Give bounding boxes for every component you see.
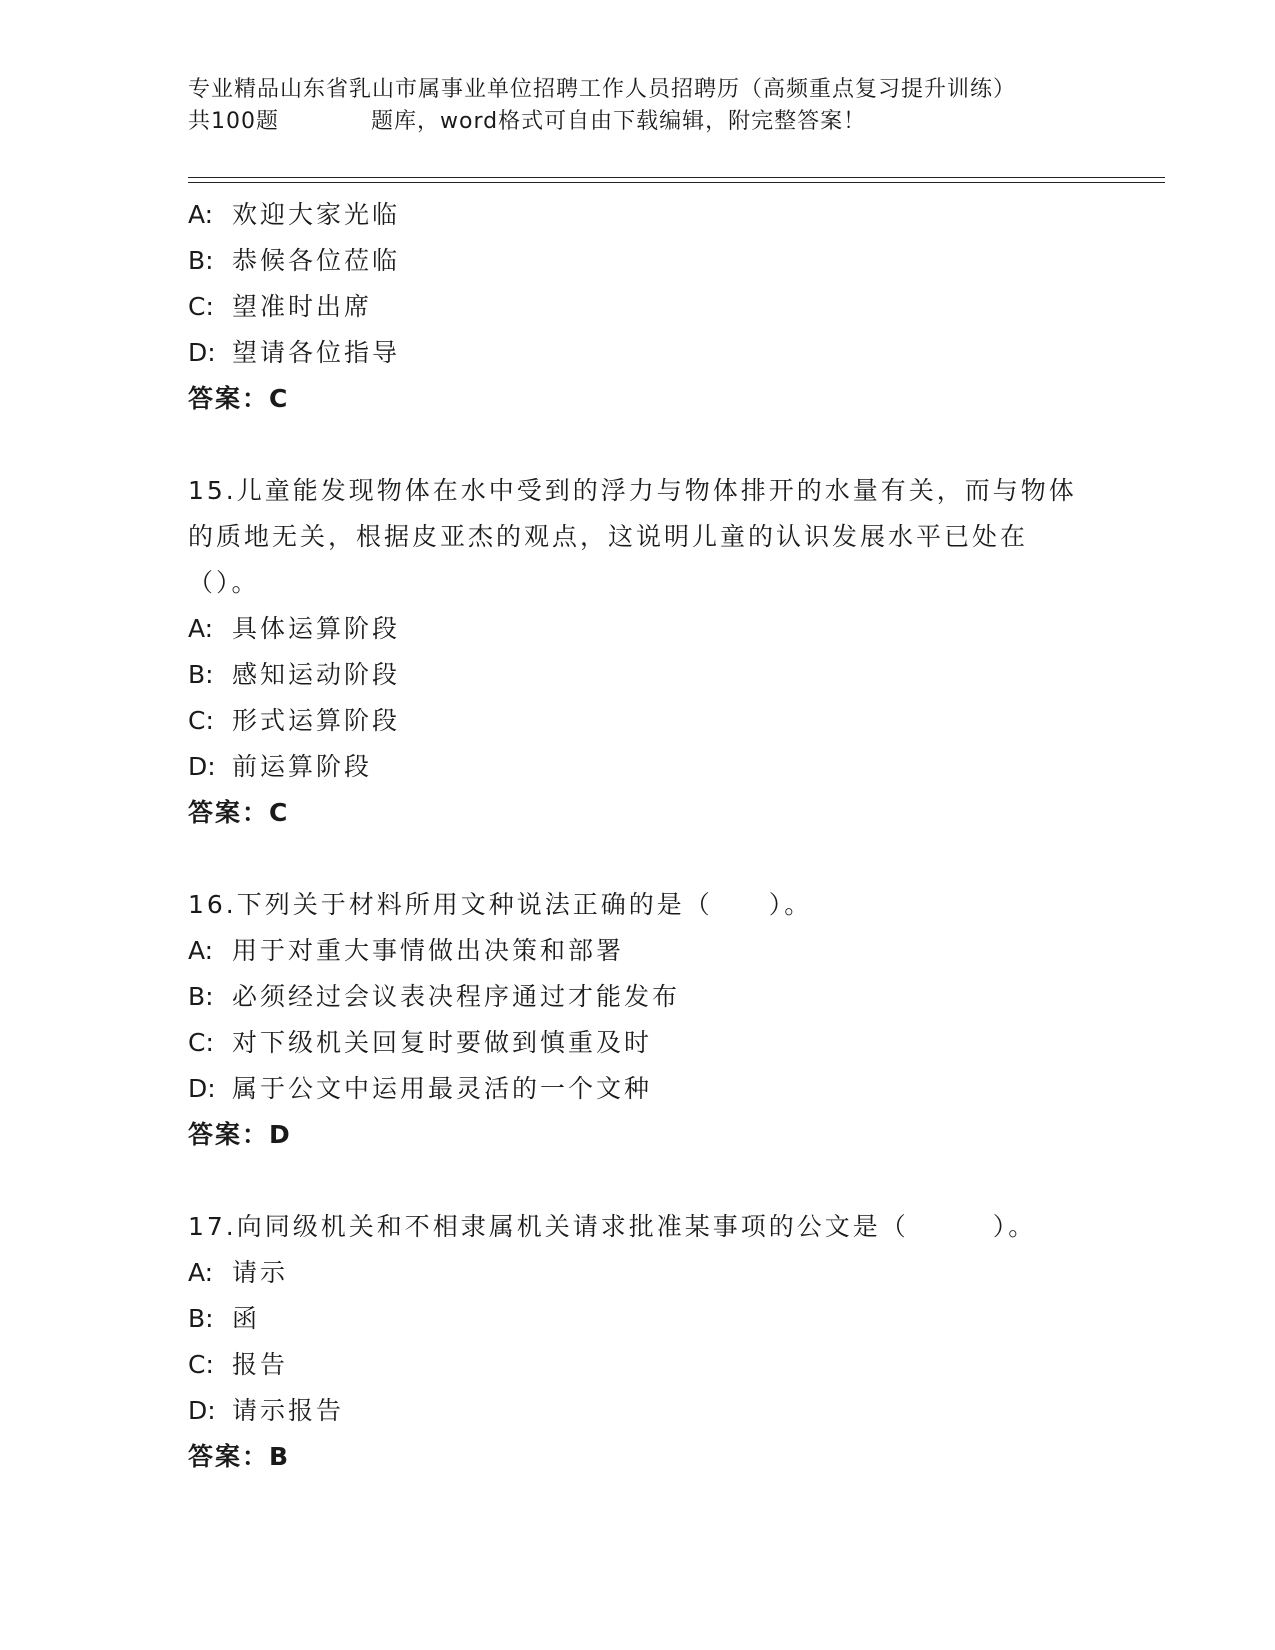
option-b: B: 恭候各位莅临 (188, 246, 401, 275)
question-14-continued (188, 192, 1088, 422)
question-stem: 15.儿童能发现物体在水中受到的浮力与物体排开的水量有关，而与物体的质地无关，根据皮亚杰的观点，这说明儿童的认识发展水平已处在（）。 (188, 476, 1077, 597)
option-b: B: 感知运动阶段 (188, 660, 401, 689)
header-description: 题库，word格式可自由下载编辑，附完整答案！ (371, 109, 867, 134)
question-17 (188, 1204, 1088, 1480)
option-a: A: 用于对重大事情做出决策和部署 (188, 936, 625, 965)
option-c: C: 对下级机关回复时要做到慎重及时 (188, 1028, 653, 1057)
answer-line: 答案：C (188, 384, 290, 413)
document-header (188, 74, 1088, 138)
header-divider-bottom (188, 182, 1165, 183)
option-b: B: 必须经过会议表决程序通过才能发布 (188, 982, 681, 1011)
question-stem: 17.向同级机关和不相隶属机关请求批准某事项的公文是（ ）。 (188, 1212, 1037, 1241)
header-title: 专业精品山东省乳山市属事业单位招聘工作人员招聘历（高频重点复习提升训练） (188, 77, 1017, 102)
option-a: A: 请示 (188, 1258, 289, 1287)
question-16 (188, 882, 1088, 1158)
option-c: C: 报告 (188, 1350, 289, 1379)
option-c: C: 形式运算阶段 (188, 706, 401, 735)
option-d: D: 属于公文中运用最灵活的一个文种 (188, 1074, 653, 1103)
header-subtitle (188, 106, 1088, 138)
option-a: A: 具体运算阶段 (188, 614, 401, 643)
option-c: C: 望准时出席 (188, 292, 373, 321)
answer-line: 答案：C (188, 798, 290, 827)
question-list (188, 192, 1088, 1480)
header-divider-top (188, 177, 1165, 178)
question-15 (188, 468, 1088, 836)
answer-line: 答案：D (188, 1120, 292, 1149)
option-d: D: 请示报告 (188, 1396, 345, 1425)
header-count: 共100题 (188, 109, 279, 134)
option-a: A: 欢迎大家光临 (188, 200, 401, 229)
option-d: D: 前运算阶段 (188, 752, 373, 781)
question-stem: 16.下列关于材料所用文种说法正确的是（ ）。 (188, 890, 813, 919)
option-b: B: 函 (188, 1304, 261, 1333)
option-d: D: 望请各位指导 (188, 338, 401, 367)
answer-line: 答案：B (188, 1442, 291, 1471)
